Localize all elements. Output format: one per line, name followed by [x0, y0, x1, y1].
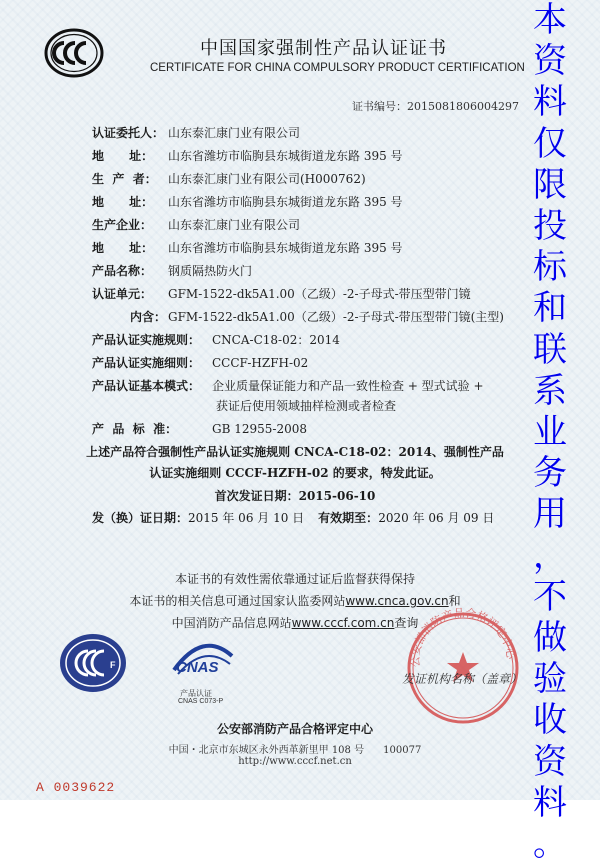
rule-label: 产品认证实施规则： [92, 333, 201, 347]
watermark-char: 限 [533, 164, 567, 205]
watermark-char: 仅 [533, 123, 567, 164]
note-line-2-prefix: 本证书的相关信息可通过国家认监委网站 [129, 594, 346, 608]
standard-label: 产 品 标 准： [92, 422, 178, 436]
factory-address-row [92, 239, 403, 256]
ccc-logo-icon [44, 28, 104, 78]
note-line-3-suffix: 查询 [394, 616, 419, 630]
certification-unit-label: 认证单元： [92, 287, 153, 301]
certificate-number: 证书编号：2015081806004297 [352, 100, 519, 113]
product-name-row [92, 262, 252, 279]
serial-number: A 0039622 [36, 780, 116, 795]
applicant-address-row [92, 147, 403, 164]
standard-value: GB 12955-2008 [212, 422, 307, 436]
mode-value-2: 获证后使用领域抽样检测或者检查 [216, 399, 397, 413]
watermark-char: 业 [533, 412, 567, 453]
conformity-line-2-text: 认证实施细则 CCCF-HZFH-02 的要求，特发此证。 [149, 466, 441, 480]
factory-address-value: 山东省潍坊市临朐县东城街道龙东路 395 号 [168, 241, 403, 255]
certification-unit-row [92, 285, 471, 302]
watermark-char: 标 [533, 247, 567, 288]
watermark-char: 资 [533, 741, 567, 782]
manufacturer-label: 生 产 者： [92, 172, 157, 186]
mode-row [92, 377, 484, 394]
watermark-char: 和 [533, 288, 567, 329]
watermark-char: 不 [533, 576, 567, 617]
detail-row [92, 354, 308, 371]
watermark-char: 务 [533, 453, 567, 494]
conformity-line-1 [60, 443, 530, 460]
factory-label: 生产企业： [92, 218, 153, 232]
watermark-char: 收 [533, 700, 567, 741]
watermark-text [526, 0, 574, 865]
organization-website[interactable]: http://www.cccf.net.cn [238, 756, 352, 767]
includes-label: 内含： [130, 310, 167, 324]
factory-row [92, 216, 300, 233]
watermark-char: 联 [533, 329, 567, 370]
manufacturer-address-label: 地 址： [92, 195, 154, 209]
cnas-code: CNAS C073-P [178, 698, 224, 705]
valid-until-label: 有效期至： [318, 511, 379, 525]
note-line-3-prefix: 中国消防产品信息网站 [171, 616, 292, 630]
applicant-label: 认证委托人： [92, 126, 165, 140]
title-cn: 中国国家强制性产品认证证书 [200, 38, 447, 59]
mode-label: 产品认证基本模式： [92, 379, 201, 393]
rule-value: CNCA-C18-02：2014 [212, 333, 340, 347]
manufacturer-address-value: 山东省潍坊市临朐县东城街道龙东路 395 号 [168, 195, 403, 209]
cccf-logo-icon [58, 632, 128, 694]
manufacturer-value: 山东泰汇康门业有限公司(H000762) [168, 172, 366, 186]
standard-row [92, 420, 307, 437]
watermark-char: 本 [533, 0, 567, 40]
watermark-char: 验 [533, 659, 567, 700]
applicant-value: 山东泰汇康门业有限公司 [168, 126, 301, 140]
watermark-char: 资 [533, 41, 567, 82]
cnas-logo-text: CNAS [176, 659, 219, 676]
manufacturer-row [92, 170, 366, 187]
watermark-char: 用 [533, 494, 567, 535]
applicant-address-label: 地 址： [92, 149, 154, 163]
issuer-label: 发证机构名称（盖章） [402, 672, 523, 686]
valid-until-value: 2020 年 06 月 09 日 [378, 511, 495, 525]
conformity-line-2 [60, 464, 530, 481]
mode-row-2 [216, 397, 396, 414]
includes-row [130, 308, 504, 325]
watermark-char: 料 [533, 82, 567, 123]
product-name-value: 钢质隔热防火门 [168, 264, 253, 278]
note-line-2-suffix: 和 [448, 594, 461, 608]
watermark-char: 系 [533, 370, 567, 411]
mode-value-1: 企业质量保证能力和产品一致性检查 + 型式试验 + [212, 379, 484, 393]
organization-address: 中国・北京市东城区永外西革新里甲 108 号 100077 [168, 745, 422, 756]
applicant-row [92, 124, 300, 141]
first-issue-date-text: 首次发证日期：2015-06-10 [214, 489, 376, 503]
reissue-label: 发（换）证日期： [92, 511, 189, 525]
seal-arc-text: 公安部消防产品合格评定中心 [408, 606, 518, 668]
svg-text:F: F [110, 660, 116, 670]
cnas-logo-icon [168, 636, 238, 682]
manufacturer-address-row [92, 193, 403, 210]
includes-value: GFM-1522-dk5A1.00（乙级）-2-子母式-带压型带门镜(主型) [168, 310, 504, 324]
note-line-1: 本证书的有效性需依靠通过证后监督获得保持 [174, 572, 415, 586]
watermark-char: 投 [533, 206, 567, 247]
detail-label: 产品认证实施细则： [92, 356, 201, 370]
first-issue-date [60, 487, 530, 504]
rule-row [92, 331, 340, 348]
watermark-char: ， [533, 535, 567, 576]
applicant-address-value: 山东省潍坊市临朐县东城街道龙东路 395 号 [168, 149, 403, 163]
cnas-subtitle: 产品认证 [180, 689, 212, 698]
issuing-organization: 公安部消防产品合格评定中心 [216, 722, 373, 736]
watermark-char: 。 [533, 824, 567, 865]
cnca-link[interactable]: www.cnca.gov.cn [345, 594, 449, 608]
official-seal-icon [398, 600, 528, 730]
validity-row [92, 509, 494, 526]
product-name-label: 产品名称： [92, 264, 153, 278]
conformity-line-1-text: 上述产品符合强制性产品认证实施规则 CNCA-C18-02：2014、强制性产品 [86, 445, 504, 459]
watermark-char: 做 [533, 618, 567, 659]
factory-value: 山东泰汇康门业有限公司 [168, 218, 301, 232]
reissue-value: 2015 年 06 月 10 日 [188, 511, 305, 525]
watermark-char: 料 [533, 782, 567, 823]
detail-value: CCCF-HZFH-02 [212, 356, 309, 370]
factory-address-label: 地 址： [92, 241, 154, 255]
certification-unit-value: GFM-1522-dk5A1.00（乙级）-2-子母式-带压型带门镜 [168, 287, 471, 301]
cccf-link[interactable]: www.cccf.com.cn [291, 616, 395, 630]
title-en: CERTIFICATE FOR CHINA COMPULSORY PRODUCT CERTIFICATION [150, 62, 525, 74]
